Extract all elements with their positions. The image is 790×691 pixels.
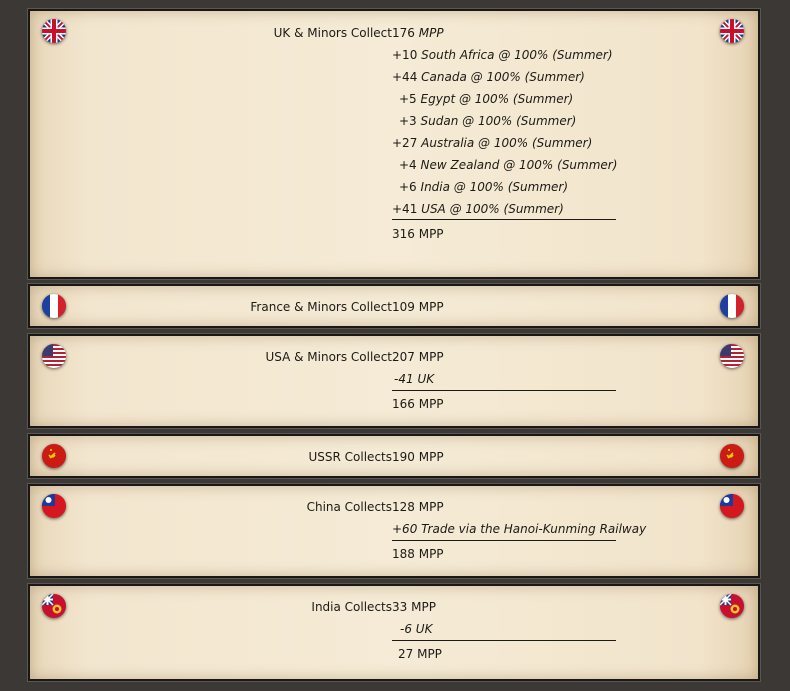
modifier-line: [30, 518, 730, 540]
modifier-amount: -6: [400, 622, 412, 636]
total-line: [30, 543, 730, 565]
collect-value: 109 MPP: [392, 300, 444, 314]
collect-value: 33 MPP: [392, 600, 436, 614]
total-line: [30, 393, 730, 415]
collect-line: [30, 22, 730, 44]
total-line: [30, 223, 730, 245]
modifier-amount: +44: [392, 70, 418, 84]
sum-divider: [392, 390, 616, 391]
collect-label: India Collects: [311, 600, 392, 614]
modifier-text: UK: [417, 372, 435, 386]
sum-divider: [392, 540, 616, 541]
modifier-text: South Africa @ 100% (Summer): [421, 48, 613, 62]
sum-divider: [392, 219, 616, 220]
usa-income-panel: [28, 334, 760, 428]
modifier-amount: +41: [392, 202, 418, 216]
modifier-line: [30, 44, 730, 66]
modifier-line: [30, 368, 730, 390]
modifier-amount: -41: [394, 372, 414, 386]
total-line: [30, 643, 730, 665]
modifier-amount: +6: [399, 180, 417, 194]
collect-line: [30, 496, 730, 518]
collect-line: [30, 346, 730, 368]
collect-line: [30, 296, 730, 318]
total-value: 188 MPP: [392, 547, 444, 561]
collect-line: [30, 446, 730, 468]
modifier-line: [30, 618, 730, 640]
collect-label: USSR Collects: [308, 450, 392, 464]
modifier-amount: +27: [392, 136, 418, 150]
modifier-line: [30, 154, 730, 176]
collect-label: France & Minors Collect: [250, 300, 392, 314]
modifier-text: India @ 100% (Summer): [420, 180, 569, 194]
collect-value: 176 MPP: [392, 26, 444, 40]
modifier-amount: +3: [399, 114, 417, 128]
modifier-amount: +60: [392, 522, 418, 536]
modifier-text: Sudan @ 100% (Summer): [420, 114, 577, 128]
modifier-line: [30, 110, 730, 132]
ussr-income-panel: [28, 434, 760, 478]
modifier-text: Egypt @ 100% (Summer): [420, 92, 574, 106]
collect-value: 207 MPP: [392, 350, 444, 364]
modifier-text: UK: [415, 622, 433, 636]
modifier-amount: +4: [399, 158, 417, 172]
modifier-line: [30, 176, 730, 198]
modifier-line: [30, 198, 730, 220]
india-income-panel: [28, 584, 760, 681]
total-value: 316 MPP: [392, 227, 444, 241]
total-value: 27 MPP: [398, 647, 442, 661]
collect-label: China Collects: [306, 500, 392, 514]
collect-line: [30, 596, 730, 618]
modifier-text: Canada @ 100% (Summer): [421, 70, 585, 84]
modifier-line: [30, 88, 730, 110]
total-value: 166 MPP: [392, 397, 444, 411]
modifier-amount: +10: [392, 48, 418, 62]
china-income-panel: [28, 484, 760, 578]
modifier-line: [30, 66, 730, 88]
uk-income-panel: [28, 9, 760, 279]
sum-divider: [392, 640, 616, 641]
collect-label: USA & Minors Collect: [265, 350, 392, 364]
modifier-text: Trade via the Hanoi-Kunming Railway: [421, 522, 647, 536]
collect-value: 190 MPP: [392, 450, 444, 464]
modifier-text: USA @ 100% (Summer): [421, 202, 564, 216]
modifier-amount: +5: [399, 92, 417, 106]
modifier-text: Australia @ 100% (Summer): [421, 136, 593, 150]
france-income-panel: [28, 284, 760, 328]
collect-value: 128 MPP: [392, 500, 444, 514]
collect-label: UK & Minors Collect: [273, 26, 392, 40]
modifier-line: [30, 132, 730, 154]
modifier-text: New Zealand @ 100% (Summer): [420, 158, 618, 172]
